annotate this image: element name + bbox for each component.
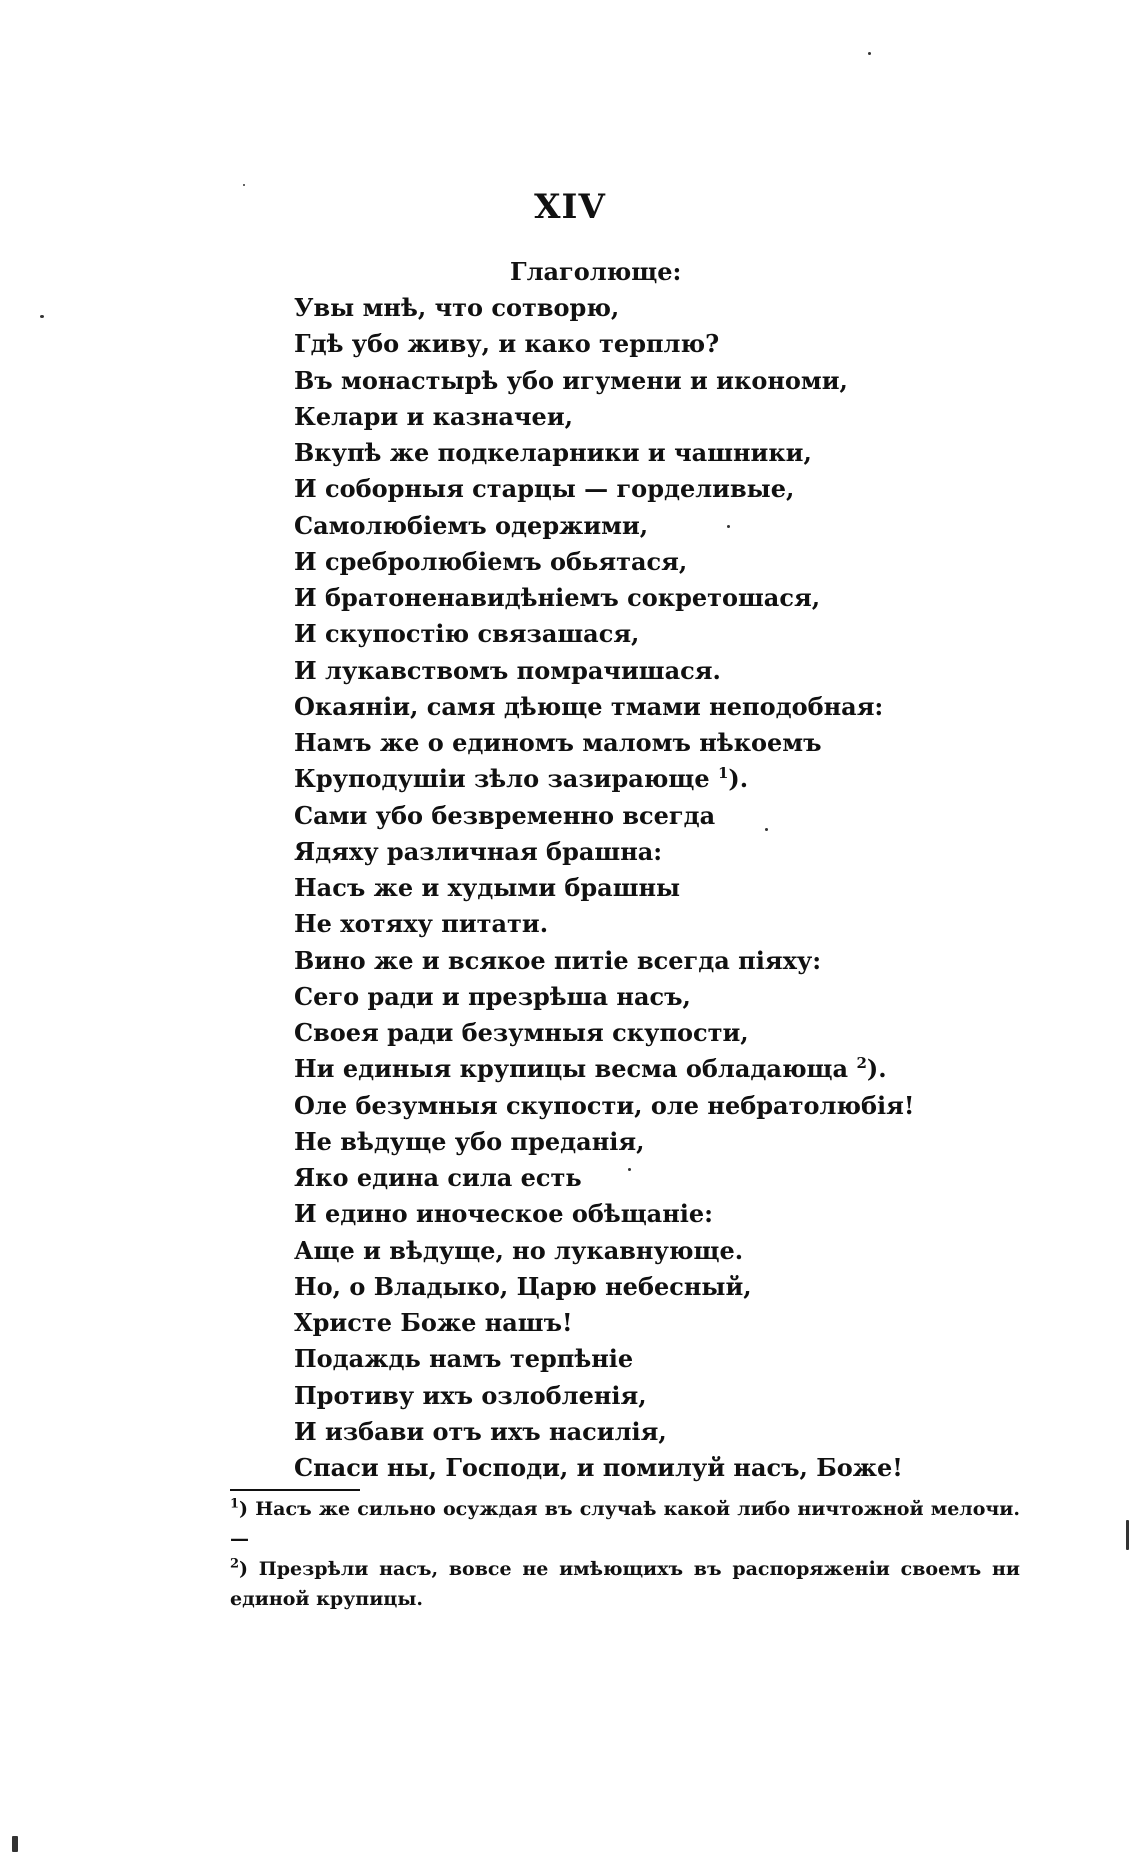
scan-speck xyxy=(628,1168,631,1171)
scan-speck xyxy=(765,828,768,831)
poem-text xyxy=(294,290,914,1486)
poem-line: Ни единыя крупицы весма обладающа $^2$). xyxy=(294,1054,887,1084)
poem-line: Гдѣ убо живу, и како терплю? xyxy=(294,329,720,359)
poem-line: Но, о Владыко, Царю небесный, xyxy=(294,1271,752,1301)
poem-line: Яко едина сила есть xyxy=(294,1163,582,1192)
poem-line: И лукавствомъ помрачишася. xyxy=(294,655,721,685)
poem-line: Противу ихъ озлобленія, xyxy=(294,1380,647,1410)
poem-line: Въ монастырѣ убо игумени и икономи, xyxy=(294,365,848,395)
poem-line: Окаяніи, самя дѣюще тмами неподобная: xyxy=(294,691,884,721)
poem-line: Подаждь намъ терпѣніе xyxy=(294,1344,634,1374)
footnote-mark: 2 xyxy=(230,1556,240,1572)
poem-line: Не вѣдуще убо преданія, xyxy=(294,1126,645,1156)
poem-line: Вино же и всякое питіе всегда піяху: xyxy=(294,945,822,975)
poem-line: И едино иноческое обѣщаніе: xyxy=(294,1199,714,1229)
scan-speck xyxy=(868,52,871,55)
poem-line: Сами убо безвременно всегда xyxy=(294,800,716,830)
scan-speck xyxy=(1126,1520,1129,1550)
poem-line: Насъ же и худыми брашны xyxy=(294,873,681,902)
scan-speck xyxy=(727,525,730,528)
footnote-ref[interactable]: 1 xyxy=(717,764,729,783)
footnote-2: $^2$) Презрѣли насъ, вовсе не имѣющихъ въ распоряженіи своемъ ни единой крупицы. xyxy=(230,1556,1020,1610)
footnote-divider xyxy=(230,1489,360,1491)
scan-speck xyxy=(40,315,44,318)
poem-line: Круподушіи зѣло зазирающе $^1$). xyxy=(294,764,749,794)
poem-line: Своея ради безумныя скупости, xyxy=(294,1018,749,1047)
poem-line: Оле безумныя скупости, оле небратолюбія! xyxy=(294,1090,915,1120)
poem-line: Увы мнѣ, что сотворю, xyxy=(294,293,620,322)
footnotes xyxy=(230,1494,1020,1614)
poem-heading: Глаголюще: xyxy=(510,257,682,286)
poem-line: Аще и вѣдуще, но лукавнующе. xyxy=(294,1235,744,1265)
poem-line: Христе Боже нашъ! xyxy=(294,1308,573,1337)
footnote-ref[interactable]: 2 xyxy=(856,1054,867,1073)
poem-line: Сего ради и презрѣша насъ, xyxy=(294,981,691,1011)
scan-speck xyxy=(243,184,245,186)
poem-line: Вкупѣ же подкеларники и чашники, xyxy=(294,438,812,467)
poem-line: Самолюбіемъ одержими, xyxy=(294,510,649,540)
poem-line: И соборныя старцы — горделивые, xyxy=(294,474,795,504)
footnote-1: $^1$) Насъ же сильно осуждая въ случаѣ какой либо ничтожной мелочи. — xyxy=(230,1496,1020,1550)
poem-line: Спаси ны, Господи, и помилуй насъ, Боже! xyxy=(294,1453,903,1482)
poem-line: Не хотяху питати. xyxy=(294,909,549,939)
poem-line: И избави отъ ихъ насилія, xyxy=(294,1416,667,1446)
page-number: XIV xyxy=(534,187,606,227)
poem-line: И сребролюбіемъ обьятася, xyxy=(294,546,688,576)
poem-line: Келари и казначеи, xyxy=(294,401,573,431)
poem-line: И братоненавидѣніемъ сокретошася, xyxy=(294,583,821,612)
footnote-mark: 1 xyxy=(230,1496,240,1512)
poem-line: Намъ же о единомъ маломъ нѣкоемъ xyxy=(294,728,822,757)
scan-speck xyxy=(12,1836,18,1852)
poem-line: И скупостію связашася, xyxy=(294,619,640,649)
poem-line: Ядяху различная брашна: xyxy=(294,836,663,866)
